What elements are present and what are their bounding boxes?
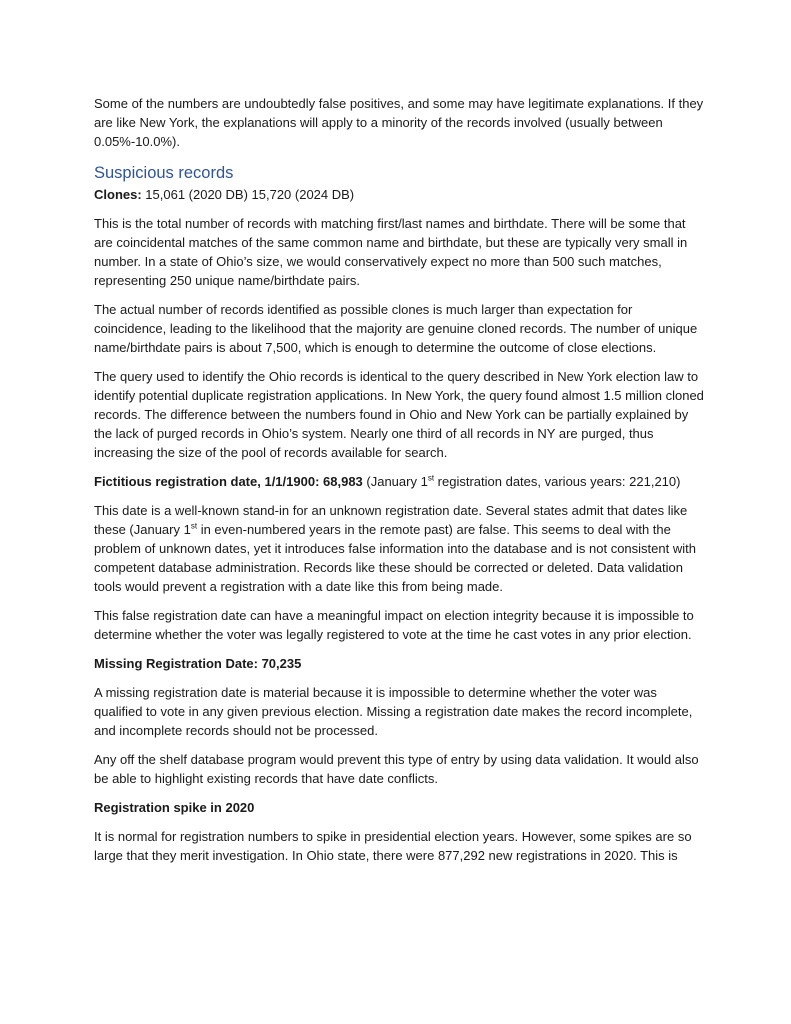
missing-paragraph-2: Any off the shelf database program would prevent this type of entry by using data validation. It would also be able to highlight existing records that have date conflicts. xyxy=(94,752,699,786)
fictitious-label: Fictitious registration date, 1/1/1900: 68,983 xyxy=(94,474,363,489)
fictitious-paragraph-1 xyxy=(94,501,704,596)
fictitious-note-sup: st xyxy=(427,473,435,483)
fictitious-p1-sup: st xyxy=(190,521,198,531)
clones-value: 15,061 (2020 DB) 15,720 (2024 DB) xyxy=(141,187,355,202)
fictitious-paragraph-2: This false registration date can have a meaningful impact on election integrity because it is impossible to determine whether the voter was legally registered to vote at the time he cast votes in any prior election. xyxy=(94,608,694,642)
fictitious-p1-pre: This date is a well-known stand-in for an unknown registration date. Several states admit that dates like these (January 1 xyxy=(94,503,688,537)
section-heading: Suspicious records xyxy=(94,164,234,182)
clones-paragraph-2: The actual number of records identified as possible clones is much larger than expectation for coincidence, leading to the likelihood that the majority are genuine cloned records. The number of unique name/birthdate pairs is about 7,500, which is enough to determine the outcome of close elections. xyxy=(94,302,698,355)
clones-line xyxy=(94,185,704,204)
clones-paragraph-1: This is the total number of records with matching first/last names and birthdate. There will be some that are coincidental matches of the same common name and birthdate, but these are typically very small in number. In a state of Ohio’s size, we would conservatively expect no more than 500 such matches, representing 250 unique name/birthdate pairs. xyxy=(94,216,688,288)
intro-paragraph: Some of the numbers are undoubtedly false positives, and some may have legitimate explanations. If they are like New York, the explanations will apply to a minority of the records involved (usually between 0.05%-10.0%). xyxy=(94,96,704,149)
clones-label: Clones: xyxy=(94,187,142,202)
clones-paragraph-3: The query used to identify the Ohio records is identical to the query described in New York election law to identify potential duplicate registration applications. In New York, the query found almost 1.5 million cloned records. The difference between the numbers found in Ohio and New York can be partially explained by the lack of purged records in Ohio’s system. Nearly one third of all records in NY are purged, thus increasing the size of the pool of records available for search. xyxy=(94,369,704,460)
fictitious-note-pre: (January 1 xyxy=(362,474,428,489)
spike-label: Registration spike in 2020 xyxy=(94,800,255,815)
document-page xyxy=(94,94,704,875)
fictitious-p1-post: in even-numbered years in the remote past) are false. This seems to deal with the problem of unknown dates, yet it introduces false information into the database and is not consistent with competent database administration. Records like these should be corrected or deleted. Data validation tools would prevent a registration with a date like this from being made. xyxy=(94,522,696,594)
fictitious-line xyxy=(94,472,704,491)
missing-paragraph-1: A missing registration date is material because it is impossible to determine whether the voter was qualified to vote in any given previous election. Missing a registration date makes the record incomplete, and incomplete records should not be processed. xyxy=(94,685,693,738)
fictitious-note-post: registration dates, various years: 221,210) xyxy=(434,474,681,489)
spike-paragraph-1: It is normal for registration numbers to spike in presidential election years. However, some spikes are so large that they merit investigation. In Ohio state, there were 877,292 new registrations in 2020. This is xyxy=(94,829,692,863)
missing-label: Missing Registration Date: 70,235 xyxy=(94,656,302,671)
